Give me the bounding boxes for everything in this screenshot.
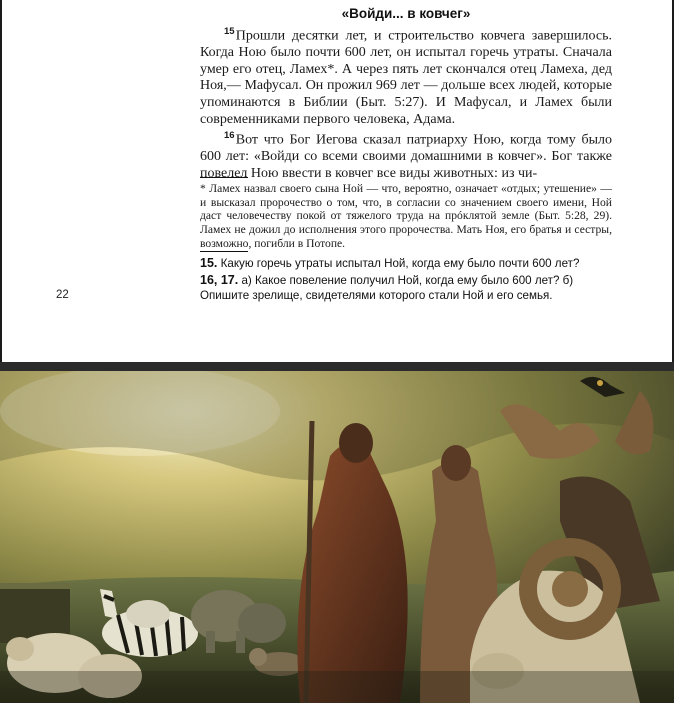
body-text [200,24,612,183]
question-text: а) Какое повеление получил Ной, когда ему было 600 лет? б) Опишите зрелище, свидетелями которого стали Ной и его семья. [200,274,574,302]
paragraph-15 [200,24,612,128]
paragraph-number: 15 [224,26,235,37]
question-number: 16, 17. [200,273,239,288]
illustration-artwork [0,371,674,703]
paragraph-16 [200,128,612,182]
review-questions [200,256,612,305]
paragraph-text: Прошли десятки лет, и строительство ковчега завершилось. Когда Ною было почти 600 лет, он испытал горечь утраты. Сначала умер его отец, Ламех*. А через пять лет скончался отец Ламеха, дед Ноя,— Мафусал. Он прожил 969 лет — дольше всех людей, которые упоминаются в Библии (Быт. 5:27). И Мафусал, и Ламех были современниками первого человека, Адама. [200,28,612,127]
footnote: * Ламех назвал своего сына Ной — что, вероятно, означает «отдых; утешение» — и высказал пророчество о том, что, в согласии со значением своего имени, Ной даст человечеству покой от тяжелого труда на прóклятой земле (Быт. 5:28, 29). Ламех не дожил до исполнения этого пророчества. Мать Ноя, его братья и сестры, возможно, погибли в Потопе. [200,182,612,250]
question-15 [200,256,612,271]
question-number: 15. [200,256,218,270]
paragraph-text: Вот что Бог Иегова сказал патриарху Ною, когда тому было 600 лет: «Войди со всеми своими домашними в ковчег». Бог также повелел Ною ввести в ковчег все виды животных: из чи- [200,132,612,182]
paragraph-number: 16 [224,130,235,142]
question-text: Какую горечь утраты испытал Ной, когда ему было почти 600 лет? [220,257,580,270]
question-16-17 [200,273,612,303]
footnote-divider [200,177,248,178]
ark-illustration [0,371,674,703]
page-number: 22 [56,289,69,301]
foreground-shadow [0,671,674,703]
questions-divider [200,251,248,252]
section-title: «Войди... в ковчег» [341,6,471,21]
